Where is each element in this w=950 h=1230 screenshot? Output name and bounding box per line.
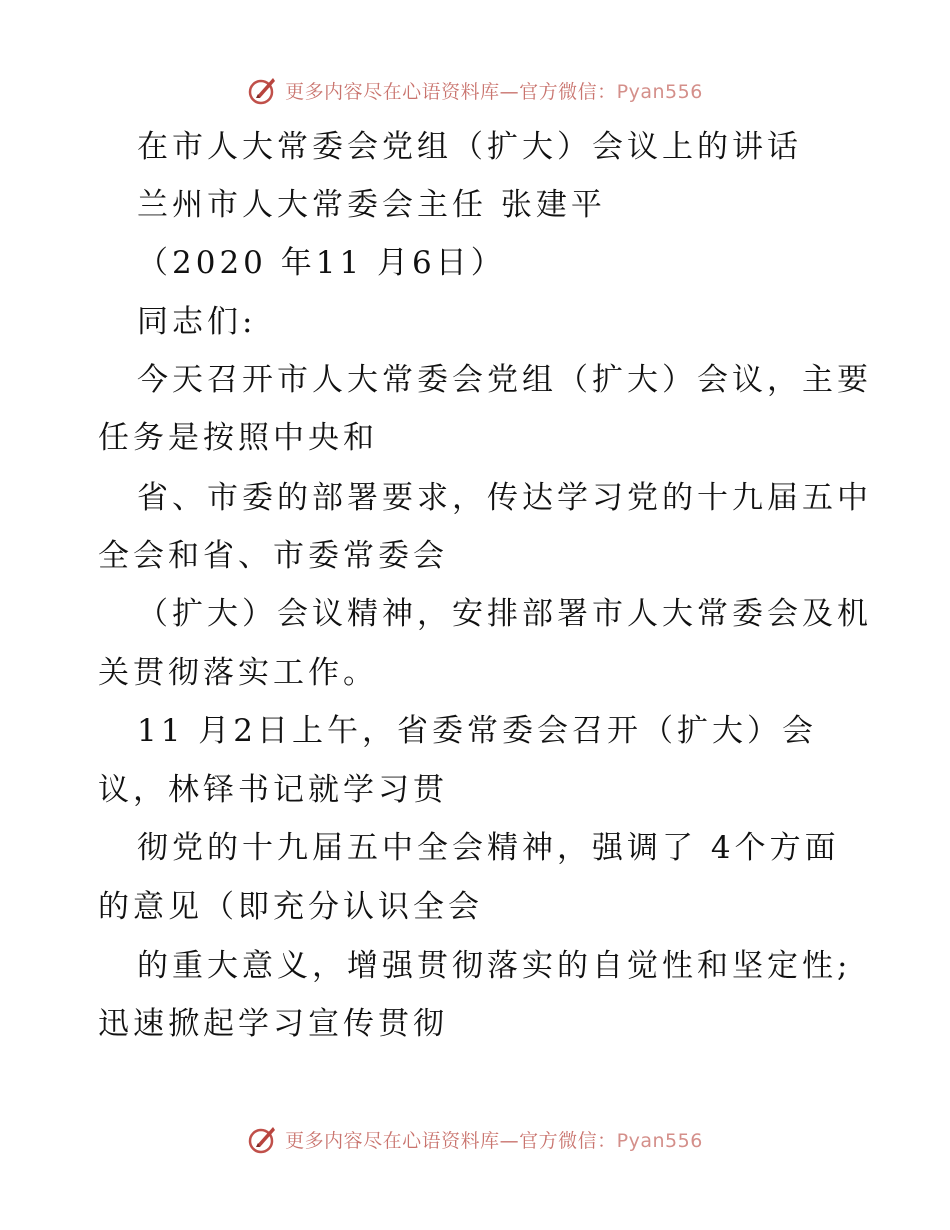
paragraph-line: 的重大意义，增强贯彻落实的自觉性和坚定性; xyxy=(137,948,852,984)
paragraph-line: 今天召开市人大常委会党组（扩大）会议，主要 xyxy=(137,362,872,398)
paragraph-line: 迅速掀起学习宣传贯彻 xyxy=(98,1006,448,1042)
date-line: （2020 年11 月6日） xyxy=(137,245,506,281)
greeting: 同志们: xyxy=(137,304,257,340)
paragraph-line: 全会和省、市委常委会 xyxy=(98,538,448,574)
watermark-text: 更多内容尽在心语资料库—官方微信：Pyan556 xyxy=(285,80,703,103)
watermark-wechat-id: Pyan556 xyxy=(616,80,703,103)
document-title: 在市人大常委会党组（扩大）会议上的讲话 xyxy=(137,129,802,165)
speaker-line: 兰州市人大常委会主任 张建平 xyxy=(137,187,606,223)
watermark-text: 更多内容尽在心语资料库—官方微信：Pyan556 xyxy=(285,1129,703,1152)
paragraph-line: 任务是按照中央和 xyxy=(98,420,378,456)
paragraph-line: （扩大）会议精神，安排部署市人大常委会及机 xyxy=(137,596,872,632)
paragraph-line: 11 月2日上午，省委常委会召开（扩大）会 xyxy=(137,713,818,749)
paragraph-line: 彻党的十九届五中全会精神，强调了 4个方面 xyxy=(137,830,840,866)
watermark-wechat-id: Pyan556 xyxy=(616,1129,703,1152)
paragraph-line: 省、市委的部署要求，传达学习党的十九届五中 xyxy=(137,480,872,516)
paragraph-line: 议，林铎书记就学习贯 xyxy=(98,772,448,808)
quill-logo-icon xyxy=(247,1123,279,1155)
footer-watermark xyxy=(0,1119,950,1159)
paragraph-line: 的意见（即充分认识全会 xyxy=(98,889,483,925)
paragraph-line: 关贯彻落实工作。 xyxy=(98,655,378,691)
